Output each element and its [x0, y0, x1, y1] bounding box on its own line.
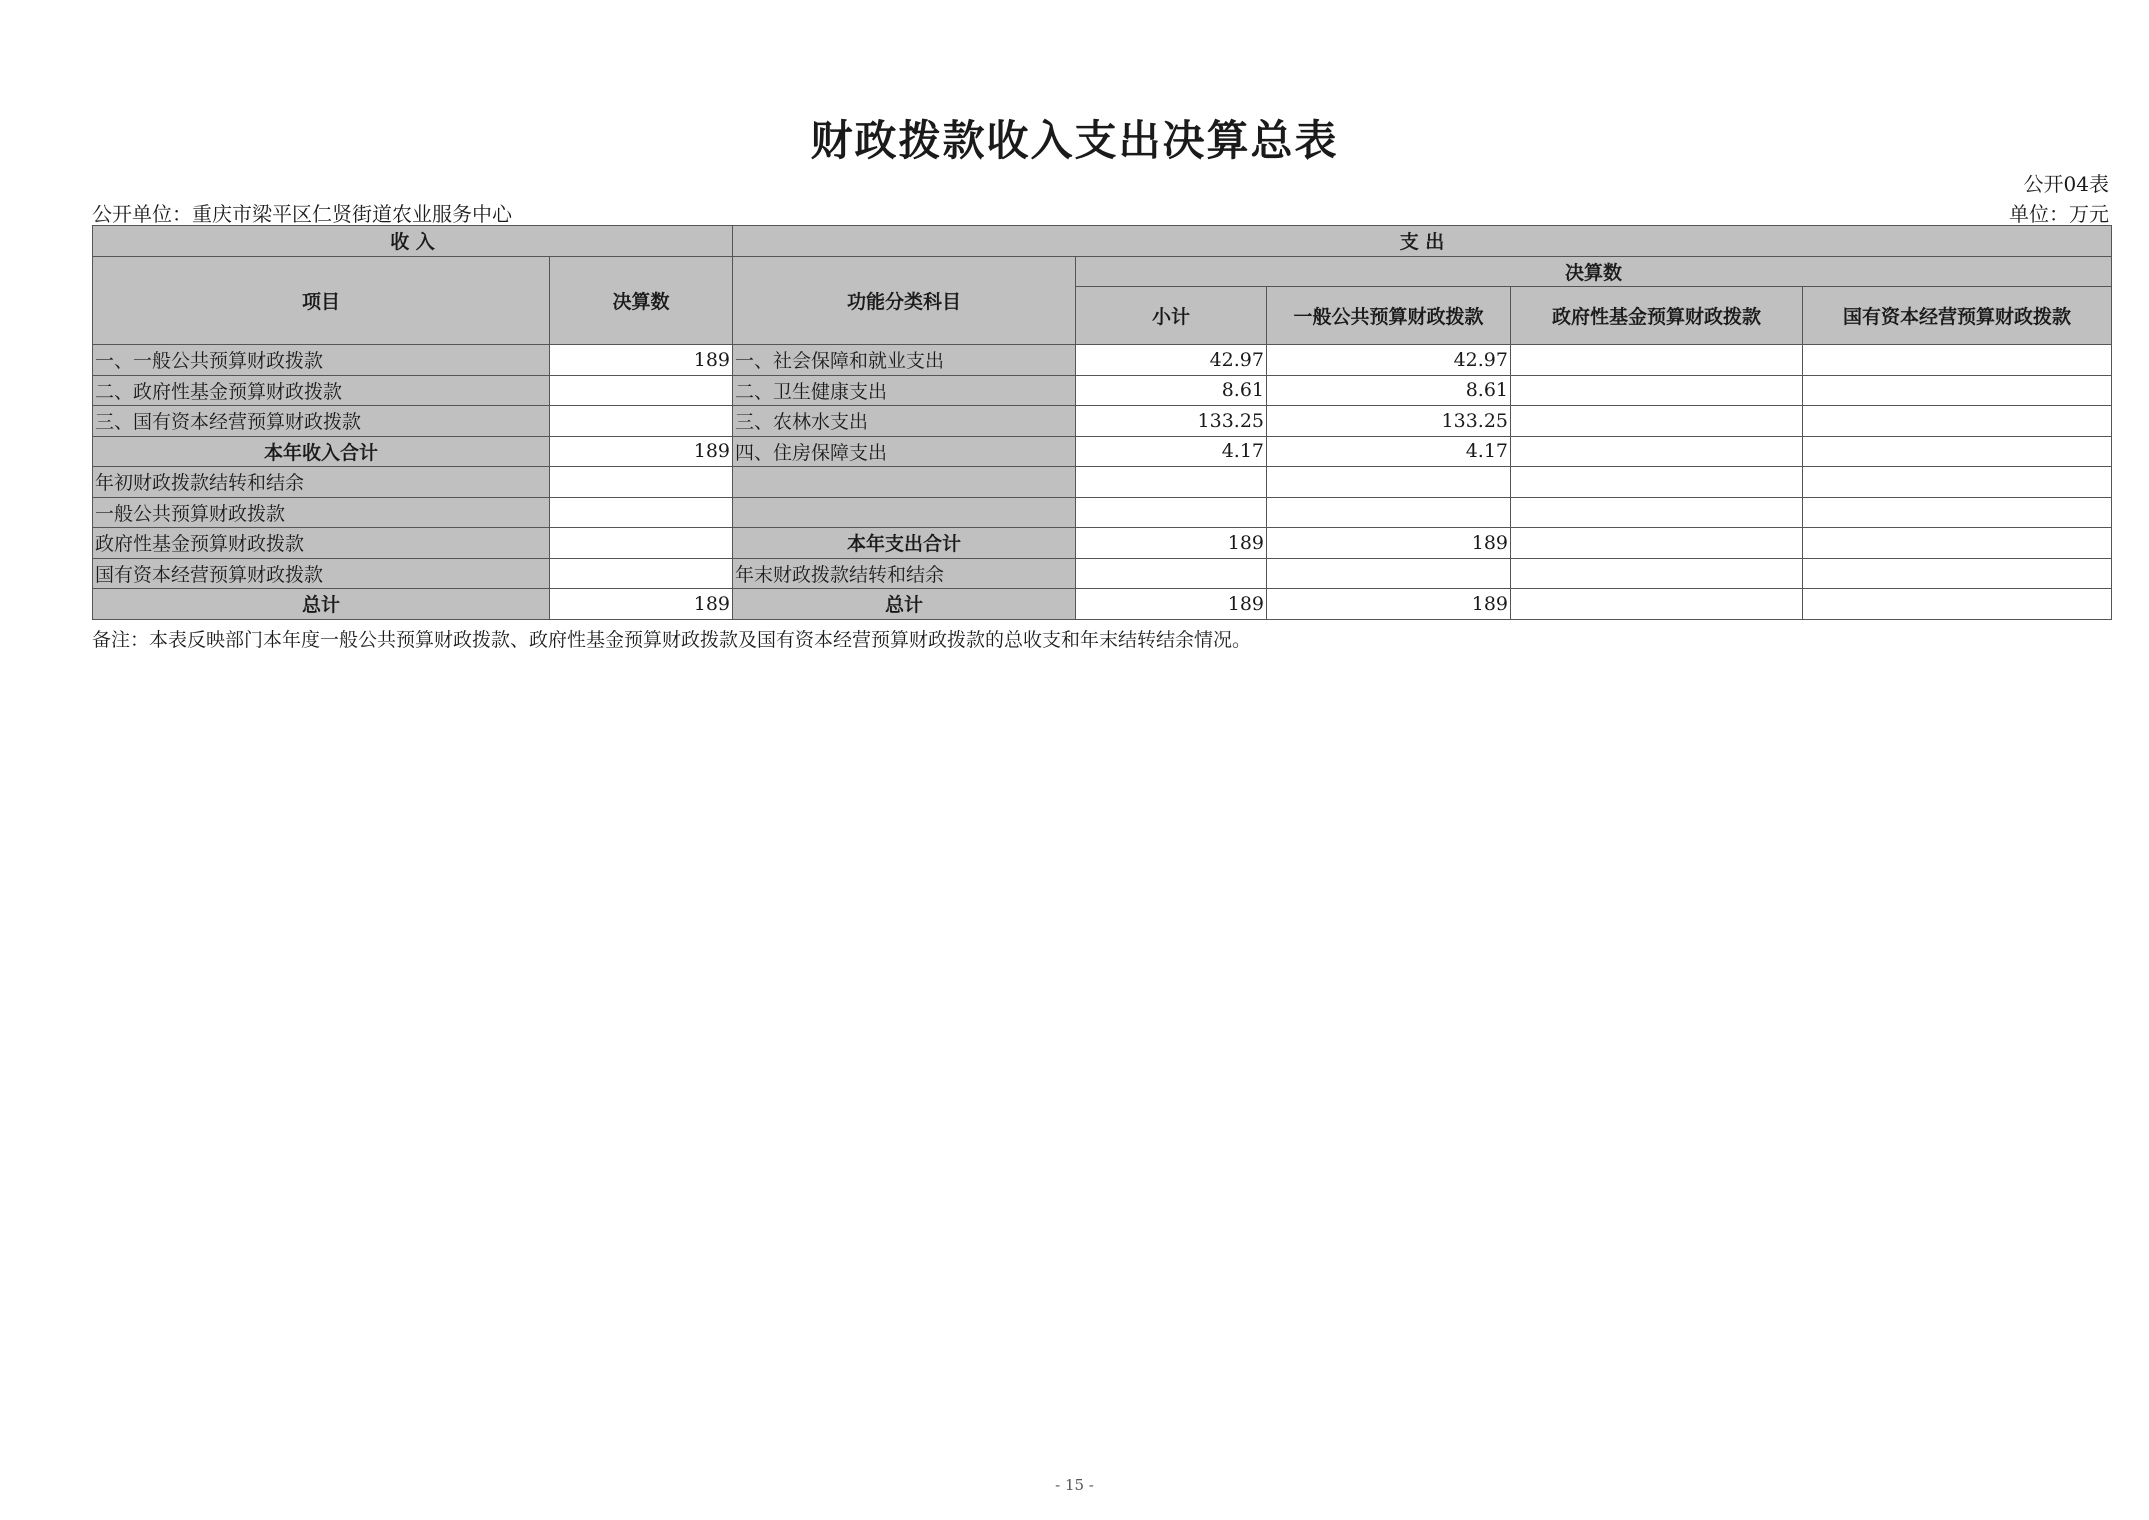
expense-gov-fund	[1511, 467, 1803, 498]
reporting-unit: 公开单位：重庆市梁平区仁贤街道农业服务中心	[92, 202, 512, 226]
item-header: 项目	[93, 256, 550, 345]
income-item: 年初财政拨款结转和结余	[93, 467, 550, 498]
income-item: 一般公共预算财政拨款	[93, 497, 550, 528]
expense-total-label: 本年支出合计	[733, 528, 1076, 559]
gov-fund-header: 政府性基金预算财政拨款	[1511, 287, 1803, 345]
expense-gov-fund	[1511, 375, 1803, 406]
expense-general: 42.97	[1267, 345, 1511, 376]
table-row	[93, 528, 2112, 559]
expense-state-capital	[1803, 589, 2112, 620]
income-amount	[550, 497, 733, 528]
expense-subtotal: 189	[1076, 528, 1267, 559]
income-item: 二、政府性基金预算财政拨款	[93, 375, 550, 406]
expense-gov-fund	[1511, 497, 1803, 528]
budget-table	[92, 225, 2112, 620]
table-row	[93, 406, 2112, 437]
currency-unit: 单位：万元	[2009, 202, 2109, 226]
expense-gov-fund	[1511, 589, 1803, 620]
income-item: 政府性基金预算财政拨款	[93, 528, 550, 559]
expense-subtotal: 4.17	[1076, 436, 1267, 467]
expense-subtotal: 189	[1076, 589, 1267, 620]
expense-general: 189	[1267, 589, 1511, 620]
expense-state-capital	[1803, 345, 2112, 376]
expense-state-capital	[1803, 528, 2112, 559]
expense-state-capital	[1803, 558, 2112, 589]
expense-subtotal: 8.61	[1076, 375, 1267, 406]
expense-general: 8.61	[1267, 375, 1511, 406]
income-amount: 189	[550, 345, 733, 376]
income-total-label: 本年收入合计	[93, 436, 550, 467]
expense-state-capital	[1803, 467, 2112, 498]
expense-general: 133.25	[1267, 406, 1511, 437]
expense-state-capital	[1803, 436, 2112, 467]
expense-subject: 年末财政拨款结转和结余	[733, 558, 1076, 589]
expense-subtotal: 133.25	[1076, 406, 1267, 437]
page-title: 财政拨款收入支出决算总表	[810, 116, 1339, 165]
income-item: 国有资本经营预算财政拨款	[93, 558, 550, 589]
expense-amount-header: 决算数	[1076, 256, 2112, 287]
table-row	[93, 497, 2112, 528]
expense-subject: 四、住房保障支出	[733, 436, 1076, 467]
table-row	[93, 375, 2112, 406]
expense-gov-fund	[1511, 436, 1803, 467]
expense-general	[1267, 497, 1511, 528]
subtotal-header: 小计	[1076, 287, 1267, 345]
table-row	[93, 558, 2112, 589]
expense-general: 189	[1267, 528, 1511, 559]
table-row	[93, 589, 2112, 620]
expense-state-capital	[1803, 497, 2112, 528]
expense-subtotal: 42.97	[1076, 345, 1267, 376]
expense-header: 支 出	[733, 226, 2112, 257]
expense-subtotal	[1076, 558, 1267, 589]
expense-state-capital	[1803, 375, 2112, 406]
expense-state-capital	[1803, 406, 2112, 437]
form-number: 公开04表	[2023, 172, 2109, 196]
income-amount-header: 决算数	[550, 256, 733, 345]
expense-general: 4.17	[1267, 436, 1511, 467]
table-row	[93, 436, 2112, 467]
income-amount	[550, 375, 733, 406]
page-number: - 15 -	[1055, 1476, 1094, 1494]
expense-subtotal	[1076, 467, 1267, 498]
table-note: 备注：本表反映部门本年度一般公共预算财政拨款、政府性基金预算财政拨款及国有资本经营预算财政拨款的总收支和年末结转结余情况。	[92, 629, 1252, 651]
income-amount: 189	[550, 589, 733, 620]
table-row	[93, 467, 2112, 498]
income-item: 一、一般公共预算财政拨款	[93, 345, 550, 376]
expense-subject	[733, 467, 1076, 498]
expense-general	[1267, 467, 1511, 498]
expense-subject: 一、社会保障和就业支出	[733, 345, 1076, 376]
expense-subject: 二、卫生健康支出	[733, 375, 1076, 406]
expense-gov-fund	[1511, 345, 1803, 376]
income-amount	[550, 528, 733, 559]
income-header: 收 入	[93, 226, 733, 257]
expense-gov-fund	[1511, 558, 1803, 589]
expense-general	[1267, 558, 1511, 589]
table-row	[93, 345, 2112, 376]
expense-gov-fund	[1511, 406, 1803, 437]
income-amount	[550, 406, 733, 437]
income-amount: 189	[550, 436, 733, 467]
expense-subject: 三、农林水支出	[733, 406, 1076, 437]
expense-grand-total-label: 总计	[733, 589, 1076, 620]
income-grand-total-label: 总计	[93, 589, 550, 620]
expense-subject	[733, 497, 1076, 528]
expense-subtotal	[1076, 497, 1267, 528]
general-budget-header: 一般公共预算财政拨款	[1267, 287, 1511, 345]
expense-gov-fund	[1511, 528, 1803, 559]
income-amount	[550, 558, 733, 589]
income-amount	[550, 467, 733, 498]
state-capital-header: 国有资本经营预算财政拨款	[1803, 287, 2112, 345]
function-subject-header: 功能分类科目	[733, 256, 1076, 345]
income-item: 三、国有资本经营预算财政拨款	[93, 406, 550, 437]
